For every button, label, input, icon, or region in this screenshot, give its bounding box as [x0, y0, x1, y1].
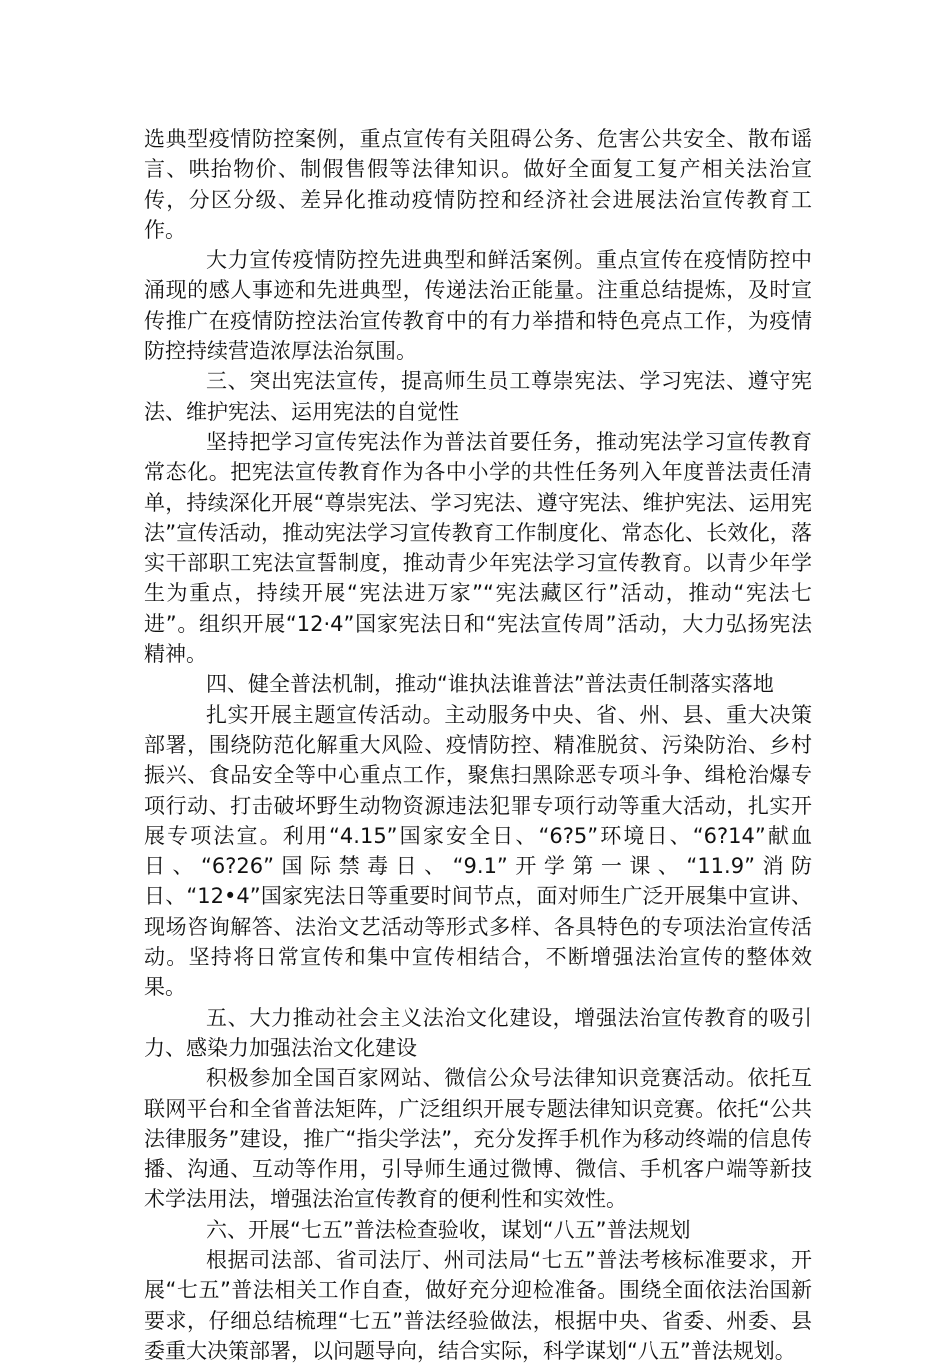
section-heading-legal-culture: 五、大力推动社会主义法治文化建设，增强法治宣传教育的吸引力、感染力加强法治文化建设: [144, 1005, 812, 1060]
document-body: [144, 124, 812, 1366]
paragraph-epidemic-cases-continued: 选典型疫情防控案例，重点宣传有关阻碍公务、危害公共安全、散布谣言、哄抬物价、制假售假等法律知识。做好全面复工复产相关法治宣传，分区分级、差异化推动疫情防控和经济社会进展法治宣传教育工作。: [144, 127, 812, 242]
paragraph-knowledge-contest: 积极参加全国百家网站、微信公众号法律知识竞赛活动。依托互联网平台和全省普法矩阵，广泛组织开展专题法律知识竞赛。依托“公共法律服务”建设，推广“指尖学法”，充分发挥手机作为移动终端的信息传播、沟通、互动等作用，引导师生通过微博、微信、手机客户端等新技术学法用法，增强法治宣传教育的便利性和实效性。: [144, 1066, 812, 1212]
paragraph-theme-activities: 扎实开展主题宣传活动。主动服务中央、省、州、县、重大决策部署，围绕防范化解重大风险、疫情防控、精准脱贫、污染防治、乡村振兴、食品安全等中心重点工作，聚焦扫黑除恶专项斗争、缉枪治爆专项行动、打击破坏野生动物资源违法犯罪专项行动等重大活动，扎实开展专项法宣。利用“4.15”国家安全日、“6?5”环境日、“6?14”献血日、“6?26”国际禁毒日、“9.1”开学第一课、“11.9”消防日、“12•4”国家宪法日等重要时间节点，面对师生广泛开展集中宣讲、现场咨询解答、法治文艺活动等形式多样、各具特色的专项法治宣传活动。坚持将日常宣传和集中宣传相结合，不断增强法治宣传的整体效果。: [144, 702, 812, 1000]
paragraph-inspection-plan: 根据司法部、省司法厅、州司法局“七五”普法考核标准要求，开展“七五”普法相关工作自查，做好充分迎检准备。围绕全面依法治国新要求，仔细总结梳理“七五”普法经验做法，根据中央、省委、州委、县委重大决策部署，以问题导向，结合实际，科学谋划“八五”普法规划。: [144, 1247, 812, 1363]
paragraph-advanced-examples: 大力宣传疫情防控先进典型和鲜活案例。重点宣传在疫情防控中涌现的感人事迹和先进典型，传递法治正能量。注重总结提炼，及时宣传推广在疫情防控法治宣传教育中的有力举措和特色亮点工作，为疫情防控持续营造浓厚法治氛围。: [144, 248, 812, 364]
section-heading-mechanism: 四、健全普法机制，推动“谁执法谁普法”普法责任制落实落地: [206, 672, 774, 697]
paragraph-constitution-publicity: 坚持把学习宣传宪法作为普法首要任务，推动宪法学习宣传教育常态化。把宪法宣传教育作为各中小学的共性任务列入年度普法责任清单，持续深化开展“尊崇宪法、学习宪法、遵守宪法、维护宪法、运用宪法”宣传活动，推动宪法学习宣传教育工作制度化、常态化、长效化，落实干部职工宪法宣誓制度，推动青少年宪法学习宣传教育。以青少年学生为重点，持续开展“宪法进万家”“宪法藏区行”活动，推动“宪法七进”。组织开展“12·4”国家宪法日和“宪法宣传周”活动，大力弘扬宪法精神。: [144, 429, 812, 667]
section-heading-constitution: 三、突出宪法宣传，提高师生员工尊崇宪法、学习宪法、遵守宪法、维护宪法、运用宪法的自觉性: [144, 369, 812, 424]
section-heading-inspection: 六、开展“七五”普法检查验收，谋划“八五”普法规划: [206, 1217, 691, 1242]
